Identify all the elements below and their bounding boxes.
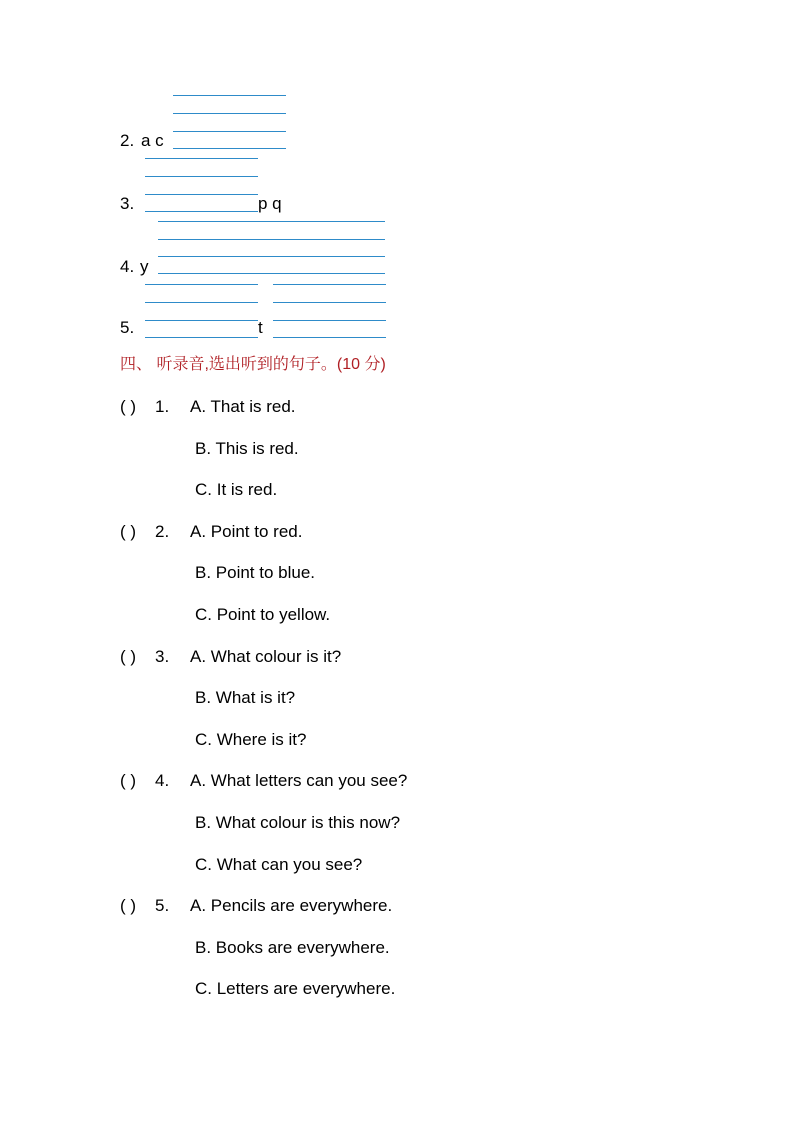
option-b: B. What colour is this now? xyxy=(195,813,401,832)
option-b: B. Books are everywhere. xyxy=(195,938,390,957)
answer-line[interactable] xyxy=(145,302,258,303)
option-a: A. Point to red. xyxy=(190,522,303,541)
writing-item-5-letters: t xyxy=(258,318,263,337)
answer-line[interactable] xyxy=(145,211,258,212)
answer-line[interactable] xyxy=(145,337,258,338)
answer-line[interactable] xyxy=(273,320,386,321)
answer-paren[interactable]: ( ) xyxy=(120,647,137,666)
answer-line[interactable] xyxy=(145,158,258,159)
answer-line[interactable] xyxy=(173,131,286,132)
option-c: C. Letters are everywhere. xyxy=(195,979,396,998)
answer-line[interactable] xyxy=(271,273,385,274)
answer-line[interactable] xyxy=(271,239,385,240)
writing-item-2-letters: a c xyxy=(141,131,164,150)
answer-line[interactable] xyxy=(158,256,271,257)
answer-line[interactable] xyxy=(158,239,271,240)
answer-line[interactable] xyxy=(145,176,258,177)
answer-line[interactable] xyxy=(273,302,386,303)
answer-paren[interactable]: ( ) xyxy=(120,397,137,416)
answer-line[interactable] xyxy=(173,95,286,96)
question-number: 5. xyxy=(155,896,170,915)
answer-line[interactable] xyxy=(158,273,271,274)
answer-paren[interactable]: ( ) xyxy=(120,896,137,915)
question-number: 3. xyxy=(155,647,170,666)
option-c: C. It is red. xyxy=(195,480,278,499)
writing-item-3-number: 3. xyxy=(120,194,135,213)
answer-line[interactable] xyxy=(273,337,386,338)
option-b: B. This is red. xyxy=(195,439,299,458)
answer-line[interactable] xyxy=(145,320,258,321)
option-b: B. What is it? xyxy=(195,688,296,707)
option-a: A. What colour is it? xyxy=(190,647,342,666)
writing-item-5-number: 5. xyxy=(120,318,135,337)
writing-item-2-number: 2. xyxy=(120,131,135,150)
option-a: A. Pencils are everywhere. xyxy=(190,896,393,915)
answer-paren[interactable]: ( ) xyxy=(120,771,137,790)
option-c: C. What can you see? xyxy=(195,855,363,874)
writing-item-3-letters: p q xyxy=(258,194,282,213)
option-a: A. That is red. xyxy=(190,397,296,416)
answer-line[interactable] xyxy=(273,284,386,285)
question-number: 1. xyxy=(155,397,170,416)
question-number: 2. xyxy=(155,522,170,541)
option-c: C. Where is it? xyxy=(195,730,307,749)
option-a: A. What letters can you see? xyxy=(190,771,408,790)
option-b: B. Point to blue. xyxy=(195,563,316,582)
answer-line[interactable] xyxy=(271,256,385,257)
question-number: 4. xyxy=(155,771,170,790)
answer-line[interactable] xyxy=(173,148,286,149)
answer-line[interactable] xyxy=(271,221,385,222)
writing-item-4-number: 4. xyxy=(120,257,135,276)
answer-line[interactable] xyxy=(145,194,258,195)
answer-paren[interactable]: ( ) xyxy=(120,522,137,541)
answer-line[interactable] xyxy=(145,284,258,285)
section-heading: 四、 听录音,选出听到的句子。(10 分) xyxy=(120,356,386,373)
writing-item-4-letters: y xyxy=(140,257,149,276)
option-c: C. Point to yellow. xyxy=(195,605,331,624)
answer-line[interactable] xyxy=(173,113,286,114)
answer-line[interactable] xyxy=(158,221,271,222)
